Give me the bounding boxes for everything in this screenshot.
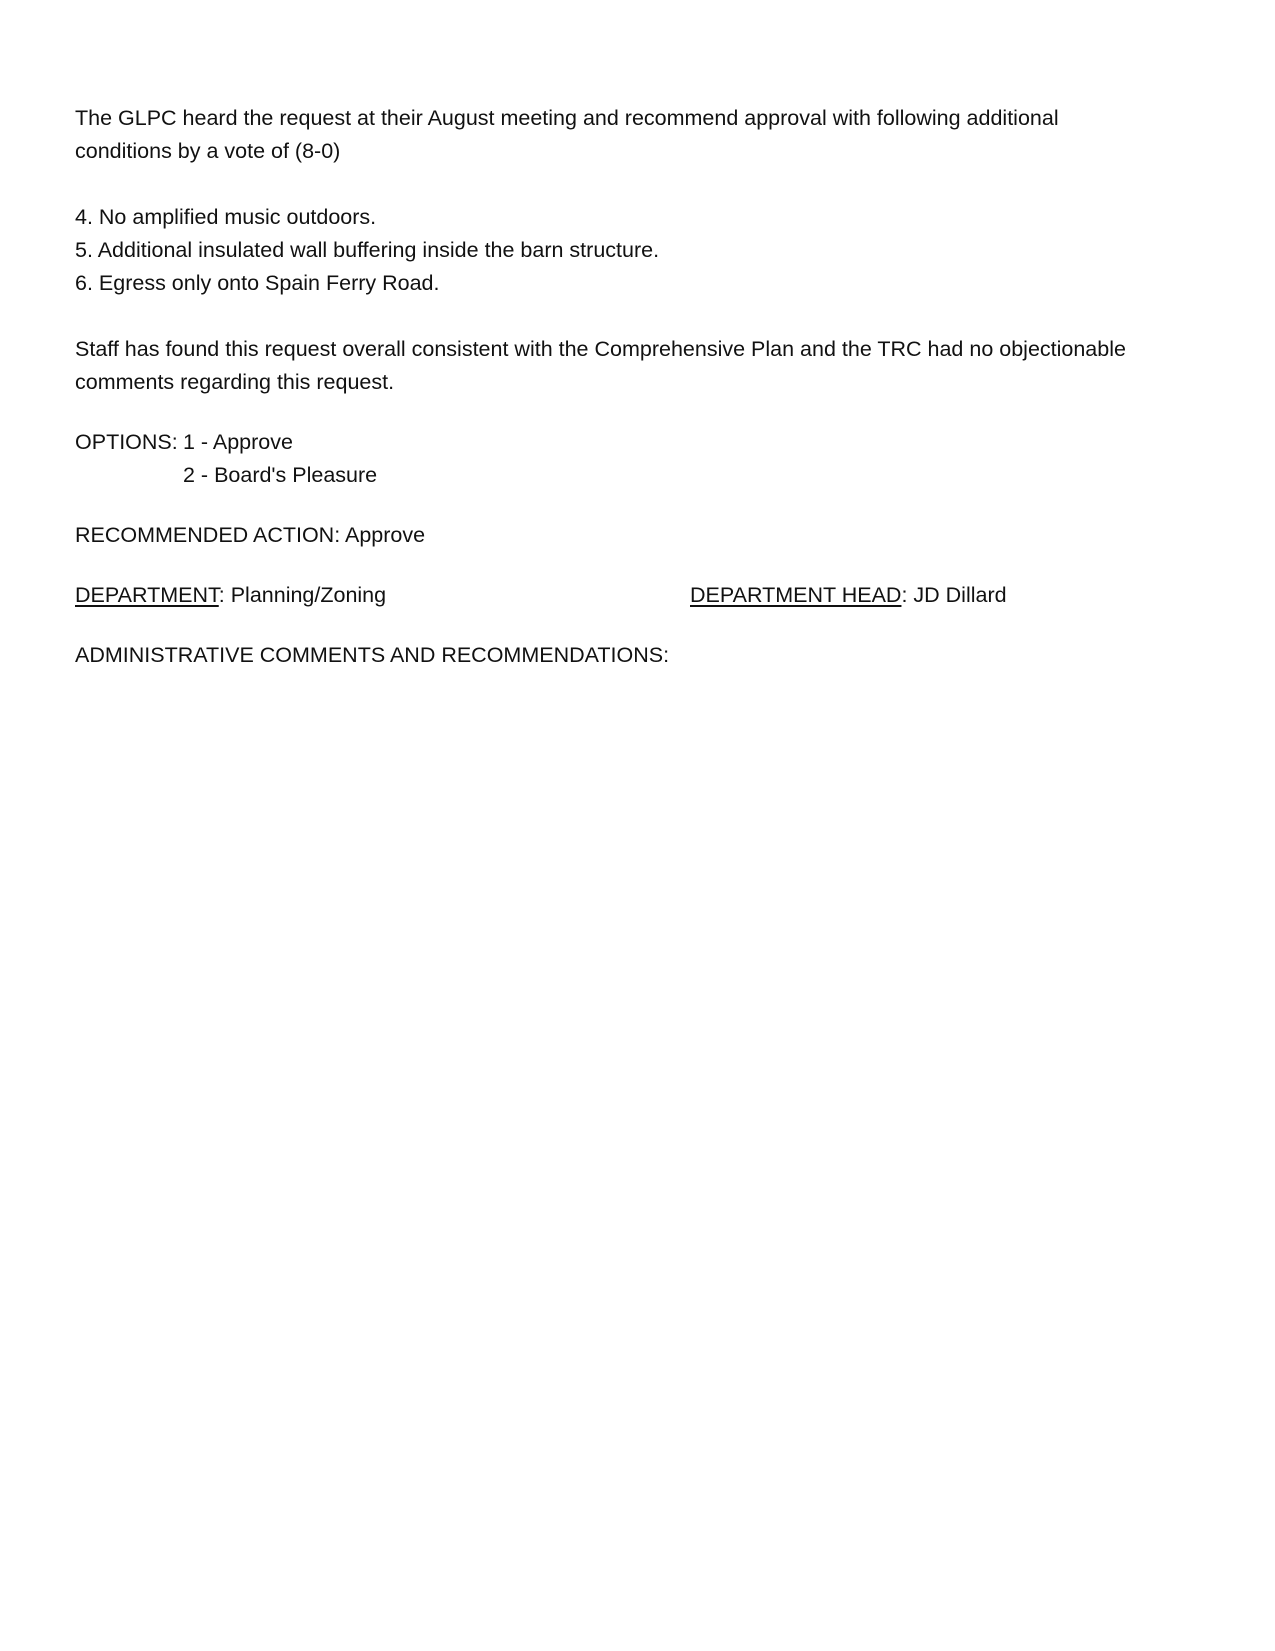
department-value: Planning/Zoning: [230, 583, 387, 607]
department: DEPARTMENT: Planning/Zoning: [75, 583, 387, 607]
paragraph-glpc-line-1: The GLPC heard the request at their August meeting and recommend approval with following additional: [75, 106, 1059, 130]
paragraph-staff-line-2: comments regarding this request.: [75, 370, 395, 394]
option-item: 1 - Approve: [183, 430, 293, 454]
department-head-value: JD Dillard: [913, 583, 1007, 607]
administrative-comments-label: ADMINISTRATIVE COMMENTS AND RECOMMENDATIONS:: [75, 643, 670, 667]
paragraph-glpc-line-2: conditions by a vote of (8-0): [75, 139, 341, 163]
department-head: DEPARTMENT HEAD: JD Dillard: [690, 583, 1007, 607]
condition-item: 6. Egress only onto Spain Ferry Road.: [75, 271, 440, 295]
option-item: 2 - Board's Pleasure: [183, 463, 378, 487]
options-label: OPTIONS:: [75, 430, 178, 454]
department-label: DEPARTMENT: [75, 583, 219, 607]
recommended-action-label: RECOMMENDED ACTION:: [75, 523, 341, 547]
condition-item: 5. Additional insulated wall buffering inside the barn structure.: [75, 238, 660, 262]
condition-item: 4. No amplified music outdoors.: [75, 205, 377, 229]
department-head-label: DEPARTMENT HEAD: [690, 583, 902, 607]
recommended-action: [75, 525, 425, 547]
recommended-action-value: Approve: [344, 523, 426, 547]
paragraph-staff-line-1: Staff has found this request overall consistent with the Comprehensive Plan and the TRC had no objectionable: [75, 337, 1126, 361]
